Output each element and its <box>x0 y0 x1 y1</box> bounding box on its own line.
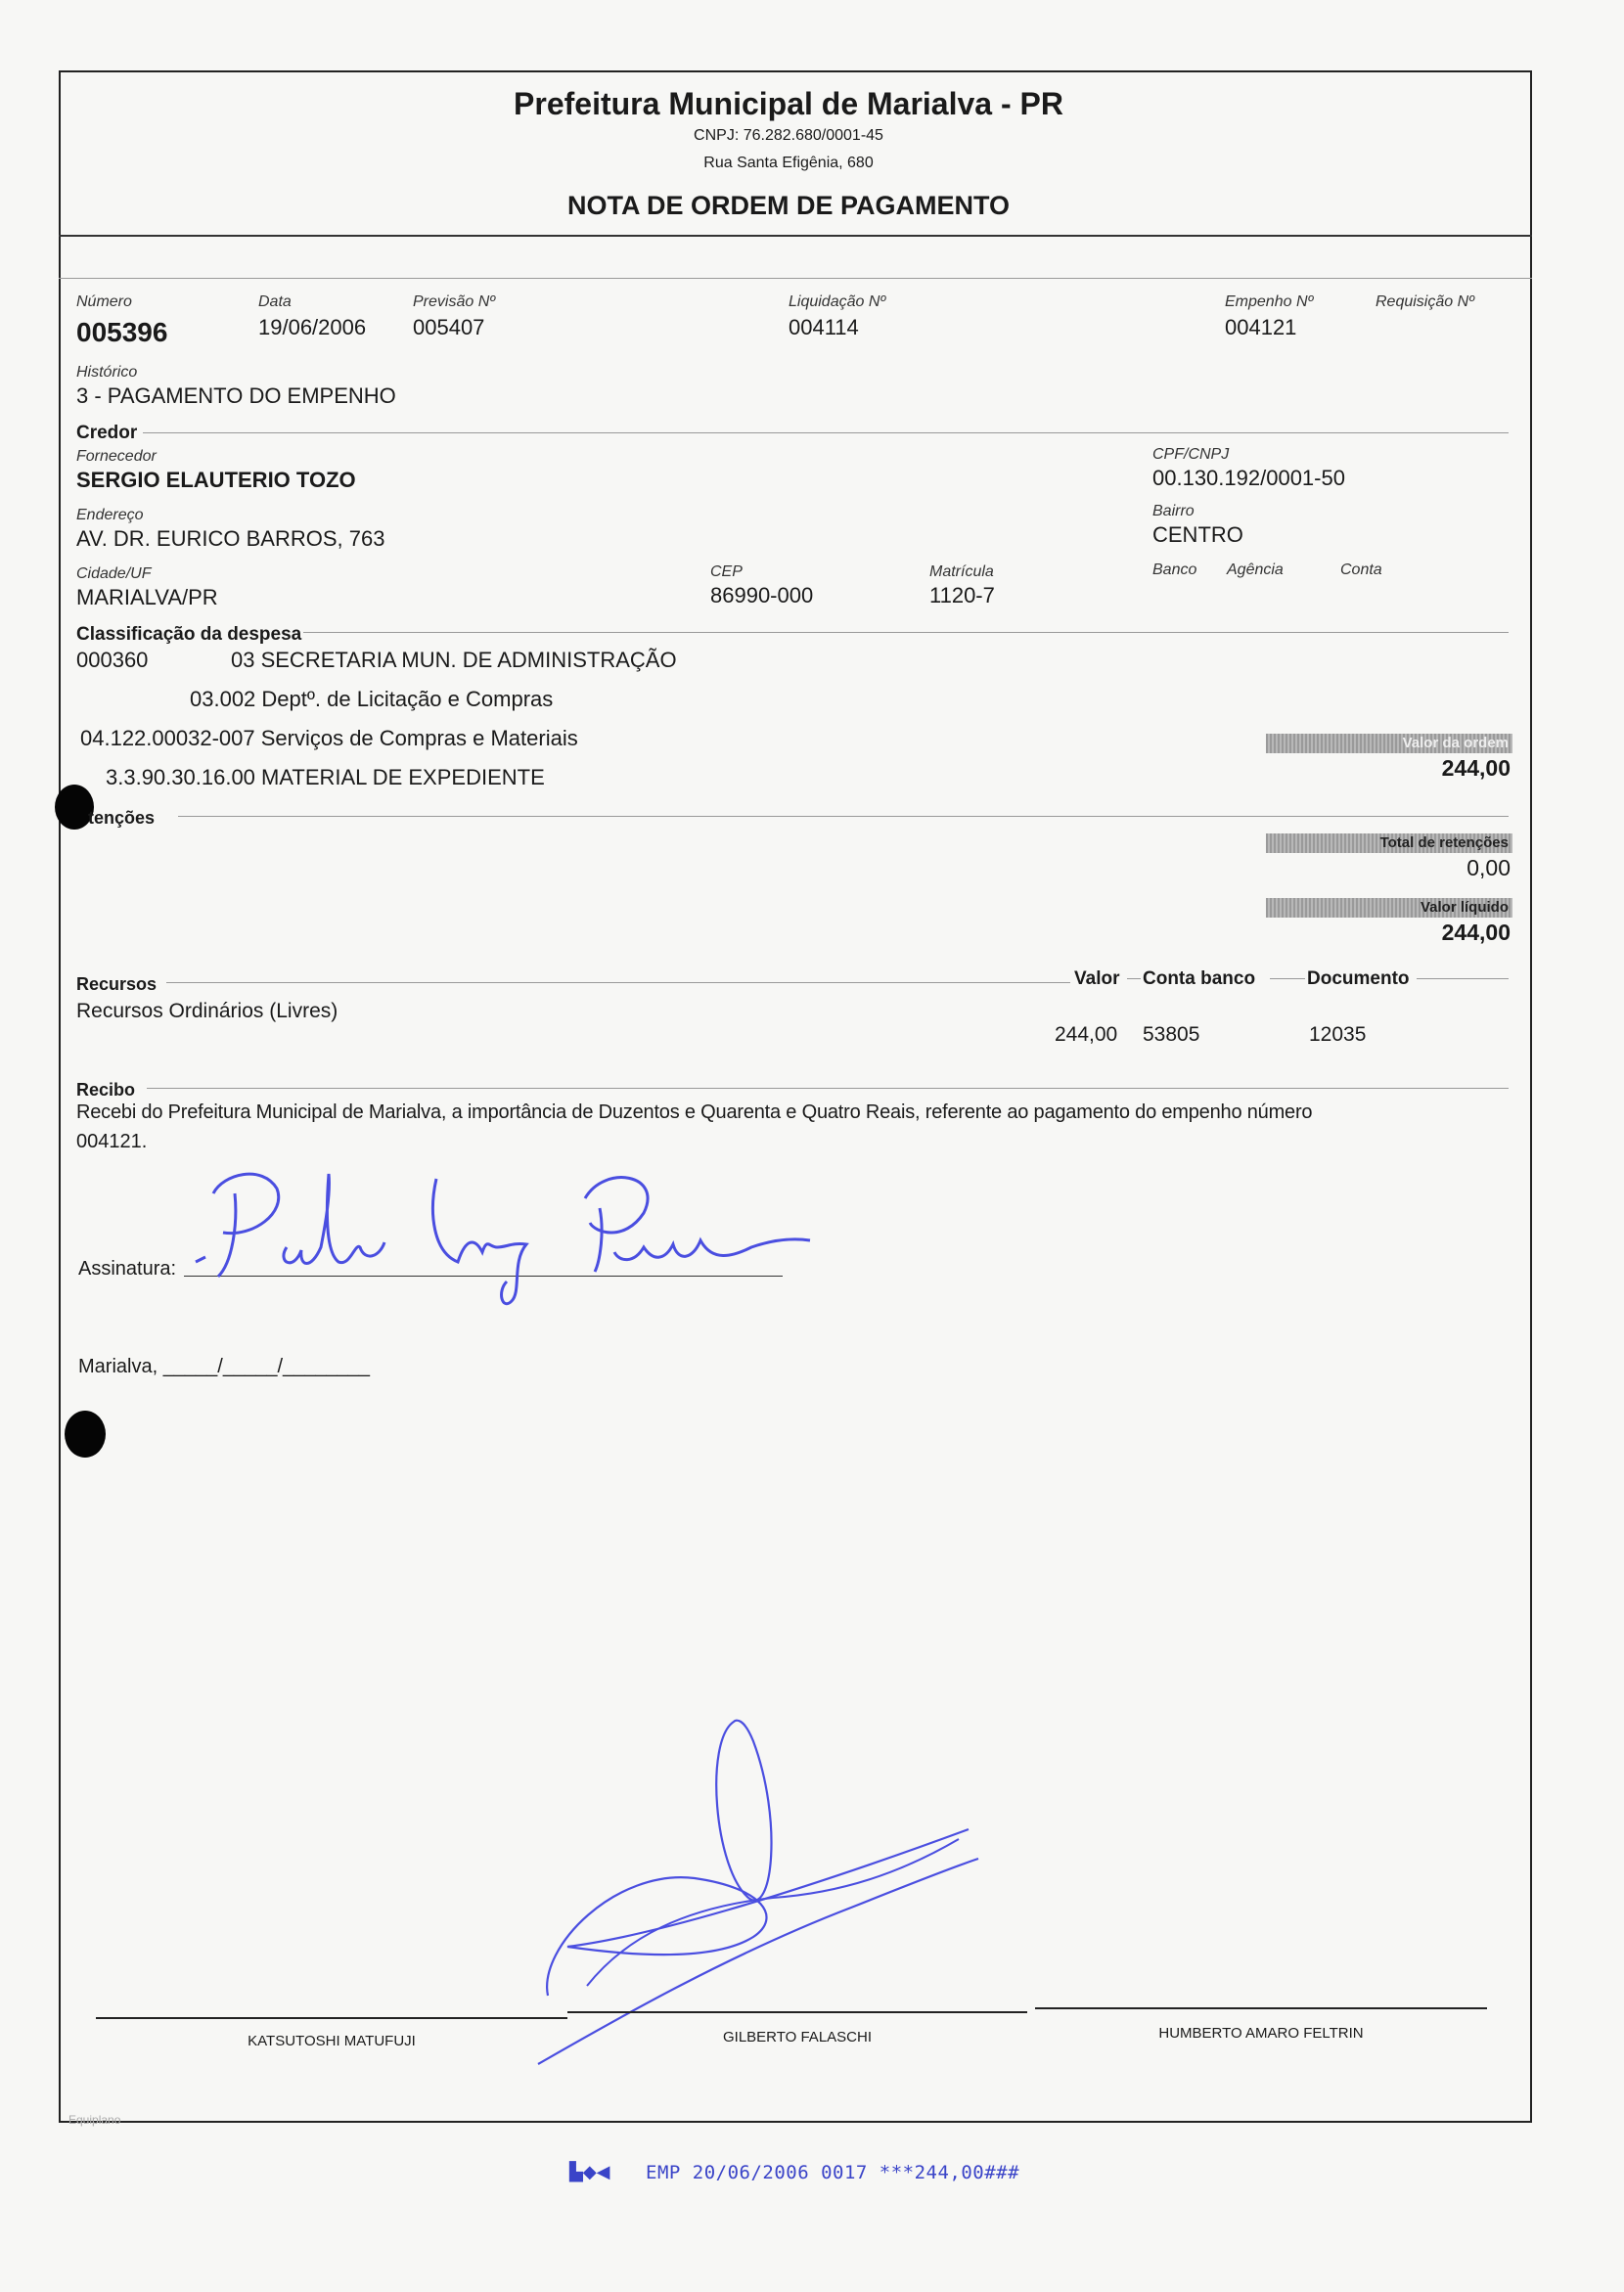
valor-ordem-bar <box>1266 734 1512 753</box>
org-cnpj: CNPJ: 76.282.680/0001-45 <box>694 127 883 144</box>
classificacao-line2: 03.002 Deptº. de Licitação e Compras <box>190 687 554 711</box>
endereco-label: Endereço <box>76 507 144 523</box>
sig-line-2 <box>567 2011 1027 2013</box>
recursos-documento-label: Documento <box>1307 968 1410 989</box>
signatory-1: KATSUTOSHI MATUFUJI <box>248 2033 416 2049</box>
header-divider <box>59 235 1532 237</box>
cpf-label: CPF/CNPJ <box>1152 446 1230 463</box>
cpf-value: 00.130.192/0001-50 <box>1152 466 1345 490</box>
bottom-signature-scribble <box>528 1702 988 2074</box>
empenho-label: Empenho Nº <box>1225 293 1314 310</box>
liquidacao-value: 004114 <box>789 315 859 339</box>
numero-label: Número <box>76 293 132 310</box>
recursos-descricao: Recursos Ordinários (Livres) <box>76 1000 338 1022</box>
sig-line-1 <box>96 2017 567 2019</box>
bairro-value: CENTRO <box>1152 522 1243 547</box>
punch-hole-bottom <box>65 1411 106 1458</box>
historico-label: Histórico <box>76 364 138 381</box>
recibo-divider <box>147 1088 1509 1089</box>
credor-divider <box>143 432 1509 433</box>
recursos-conta-label: Conta banco <box>1143 968 1256 989</box>
classificacao-line4: 3.3.90.30.16.00 MATERIAL DE EXPEDIENTE <box>106 765 545 789</box>
data-value: 19/06/2006 <box>258 315 367 339</box>
stamp-logo-icon: ▙◆◀ <box>569 2162 610 2181</box>
classificacao-line3: 04.122.00032-007 Serviços de Compras e Materiais <box>80 726 578 750</box>
retencoes-divider <box>178 816 1509 817</box>
recursos-divider <box>166 982 1070 983</box>
agencia-label: Agência <box>1227 562 1284 578</box>
cidade-label: Cidade/UF <box>76 565 152 582</box>
endereco-value: AV. DR. EURICO BARROS, 763 <box>76 526 385 551</box>
cidade-value: MARIALVA/PR <box>76 585 218 609</box>
matricula-label: Matrícula <box>929 563 994 580</box>
cep-value: 86990-000 <box>710 583 814 607</box>
valor-liquido-bar <box>1266 898 1512 918</box>
cep-label: CEP <box>710 563 743 580</box>
recursos-valor: 244,00 <box>1055 1023 1118 1046</box>
total-retencoes-value: 0,00 <box>1466 855 1511 880</box>
classificacao-line1: 03 SECRETARIA MUN. DE ADMINISTRAÇÃO <box>231 648 677 672</box>
data-label: Data <box>258 293 292 310</box>
liquidacao-label: Liquidação Nº <box>789 293 886 310</box>
signatory-3: HUMBERTO AMARO FELTRIN <box>1158 2025 1364 2042</box>
matricula-value: 1120-7 <box>929 583 995 607</box>
doc-title: NOTA DE ORDEM DE PAGAMENTO <box>566 191 1010 220</box>
retencoes-section: tenções <box>88 808 156 828</box>
historico-value: 3 - PAGAMENTO DO EMPENHO <box>76 383 396 408</box>
recursos-section: Recursos <box>76 974 158 994</box>
assinatura-label: Assinatura: <box>78 1258 177 1280</box>
marialva-date: Marialva, _____/_____/________ <box>78 1356 371 1377</box>
sig-line-3 <box>1035 2007 1487 2009</box>
classificacao-divider <box>303 632 1509 633</box>
valor-ordem-label: Valor da ordem <box>1402 735 1509 751</box>
fornecedor-value: SERGIO ELAUTERIO TOZO <box>76 468 356 492</box>
recursos-conta: 53805 <box>1143 1023 1200 1046</box>
handwritten-signature <box>184 1154 830 1340</box>
payment-stamp: EMP 20/06/2006 0017 ***244,00### <box>646 2162 1020 2183</box>
classificacao-code: 000360 <box>76 648 149 672</box>
numero-value: 005396 <box>76 317 168 347</box>
empenho-value: 004121 <box>1225 315 1297 339</box>
banco-label: Banco <box>1152 562 1197 578</box>
org-address: Rua Santa Efigênia, 680 <box>703 155 874 171</box>
recursos-sep-2 <box>1270 978 1305 979</box>
recibo-section: Recibo <box>76 1080 136 1100</box>
recursos-documento: 12035 <box>1309 1023 1367 1046</box>
recibo-text-1: Recebi do Prefeitura Municipal de Marialva, a importância de Duzentos e Quarenta e Quatro Reais, referente ao pagamento do empenho número <box>76 1101 1313 1123</box>
software-watermark: Equiplano <box>68 2113 121 2127</box>
org-name: Prefeitura Municipal de Marialva - PR <box>514 86 1063 121</box>
previsao-value: 005407 <box>413 315 485 339</box>
conta-label: Conta <box>1340 562 1382 578</box>
recursos-sep-3 <box>1417 978 1509 979</box>
bairro-label: Bairro <box>1152 503 1195 519</box>
signatory-2: GILBERTO FALASCHI <box>723 2029 872 2045</box>
valor-liquido-label: Valor líquido <box>1420 899 1509 916</box>
total-retencoes-bar <box>1266 833 1512 853</box>
fornecedor-label: Fornecedor <box>76 448 157 465</box>
credor-section: Credor <box>76 423 138 443</box>
valor-ordem-value: 244,00 <box>1441 755 1511 781</box>
requisicao-label: Requisição Nº <box>1376 293 1474 310</box>
classificacao-section: Classificação da despesa <box>76 624 302 645</box>
recursos-valor-label: Valor <box>1074 968 1120 989</box>
previsao-label: Previsão Nº <box>413 293 496 310</box>
recibo-text-2: 004121. <box>76 1131 148 1152</box>
valor-liquido-value: 244,00 <box>1441 920 1511 945</box>
recursos-sep-1 <box>1127 978 1141 979</box>
header-subdivider <box>59 278 1532 279</box>
total-retencoes-label: Total de retenções <box>1379 834 1509 851</box>
